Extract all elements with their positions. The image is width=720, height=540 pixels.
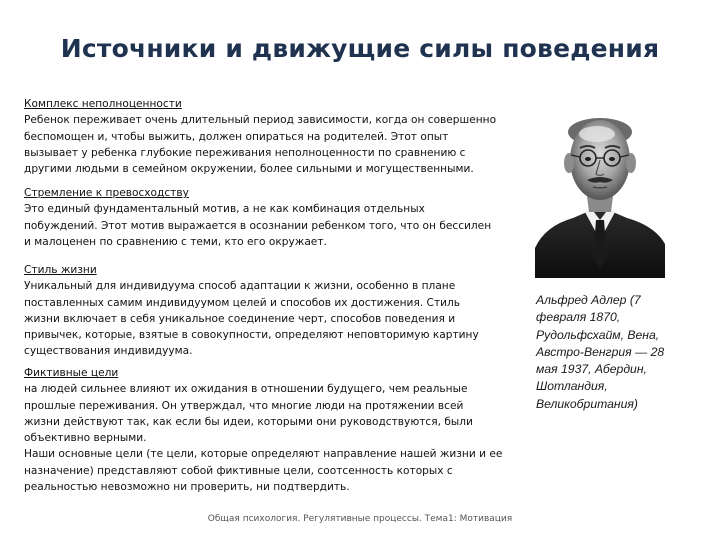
caption-line: февраля 1870, bbox=[536, 310, 621, 325]
section-line: беспомощен и, чтобы выжить, должен опираться на родителей. Этот опыт bbox=[24, 130, 449, 143]
section-line: Наши основные цели (те цели, которые определяют направление нашей жизни и ее bbox=[24, 448, 503, 461]
caption-line: Альфред Адлер (7 bbox=[536, 293, 641, 307]
section-line: другими людьми в семейном окружении, более сильными и могущественными. bbox=[24, 163, 474, 176]
section-line: назначение) представляют собой фиктивные цели, соотсенность которых с bbox=[24, 464, 453, 477]
section-line: прошлые переживания. Он утверждал, что многие люди на протяжении всей bbox=[24, 399, 464, 412]
section-line: и малоценен по сравнению с теми, кто его окружает. bbox=[24, 235, 327, 248]
section-line: Это единый фундаментальный мотив, а не как комбинация отдельных bbox=[24, 203, 425, 216]
section-line: поставленных самим индивидуумом целей и способов их достижения. Стиль bbox=[24, 296, 461, 309]
section-heading: Стиль жизни bbox=[24, 264, 97, 276]
section-inferiority-complex bbox=[24, 96, 532, 177]
section-line: Ребенок переживает очень длительный период зависимости, когда он совершенно bbox=[24, 114, 497, 127]
section-line: реальностью невозможно ни проверить, ни подтвердить. bbox=[24, 481, 350, 494]
section-line: на людей сильнее влияют их ожидания в отношении будущего, чем реальные bbox=[24, 383, 468, 396]
caption-line: Великобритания) bbox=[536, 396, 638, 411]
caption-line: Рудольфсхайм, Вена, bbox=[536, 327, 660, 342]
caption-line: мая 1937, Абердин, bbox=[536, 362, 647, 377]
section-line: жизни действуют так, как если бы идеи, которыми они руководствуются, были bbox=[24, 415, 473, 428]
section-line: вызывает у ребенка глубокие переживания неполноценности по сравнению с bbox=[24, 146, 466, 159]
slide-footer: Общая психология. Регулятивные процессы. Тема1: Мотивация bbox=[207, 514, 513, 524]
section-heading: Комплекс неполноценности bbox=[24, 98, 182, 110]
section-line: объективно верными. bbox=[24, 432, 147, 445]
section-line: привычек, которые, взятые в совокупности, определяют неповторимую картину bbox=[24, 329, 479, 342]
portrait-caption bbox=[536, 292, 706, 413]
caption-line: Австро-Венгрия — 28 bbox=[536, 344, 665, 359]
section-line: жизни включает в себя уникальное соединение черт, способов поведения и bbox=[24, 312, 456, 325]
portrait-image bbox=[535, 108, 665, 278]
caption-line: Шотландия, bbox=[536, 379, 608, 394]
section-striving-for-superiority bbox=[24, 185, 532, 250]
section-heading: Стремление к превосходству bbox=[24, 187, 189, 199]
section-line: побуждений. Этот мотив выражается в осознании ребенком того, что он бессилен bbox=[24, 219, 492, 232]
section-style-of-life bbox=[24, 262, 532, 360]
section-heading: Фиктивные цели bbox=[24, 367, 119, 379]
slide-title: Источники и движущие силы поведения bbox=[60, 34, 660, 63]
section-line: существования индивидуума. bbox=[24, 345, 193, 358]
section-line: Уникальный для индивидуума способ адаптации к жизни, особенно в плане bbox=[24, 280, 456, 293]
portrait-photo bbox=[535, 108, 665, 278]
section-fictional-goals bbox=[24, 365, 532, 495]
